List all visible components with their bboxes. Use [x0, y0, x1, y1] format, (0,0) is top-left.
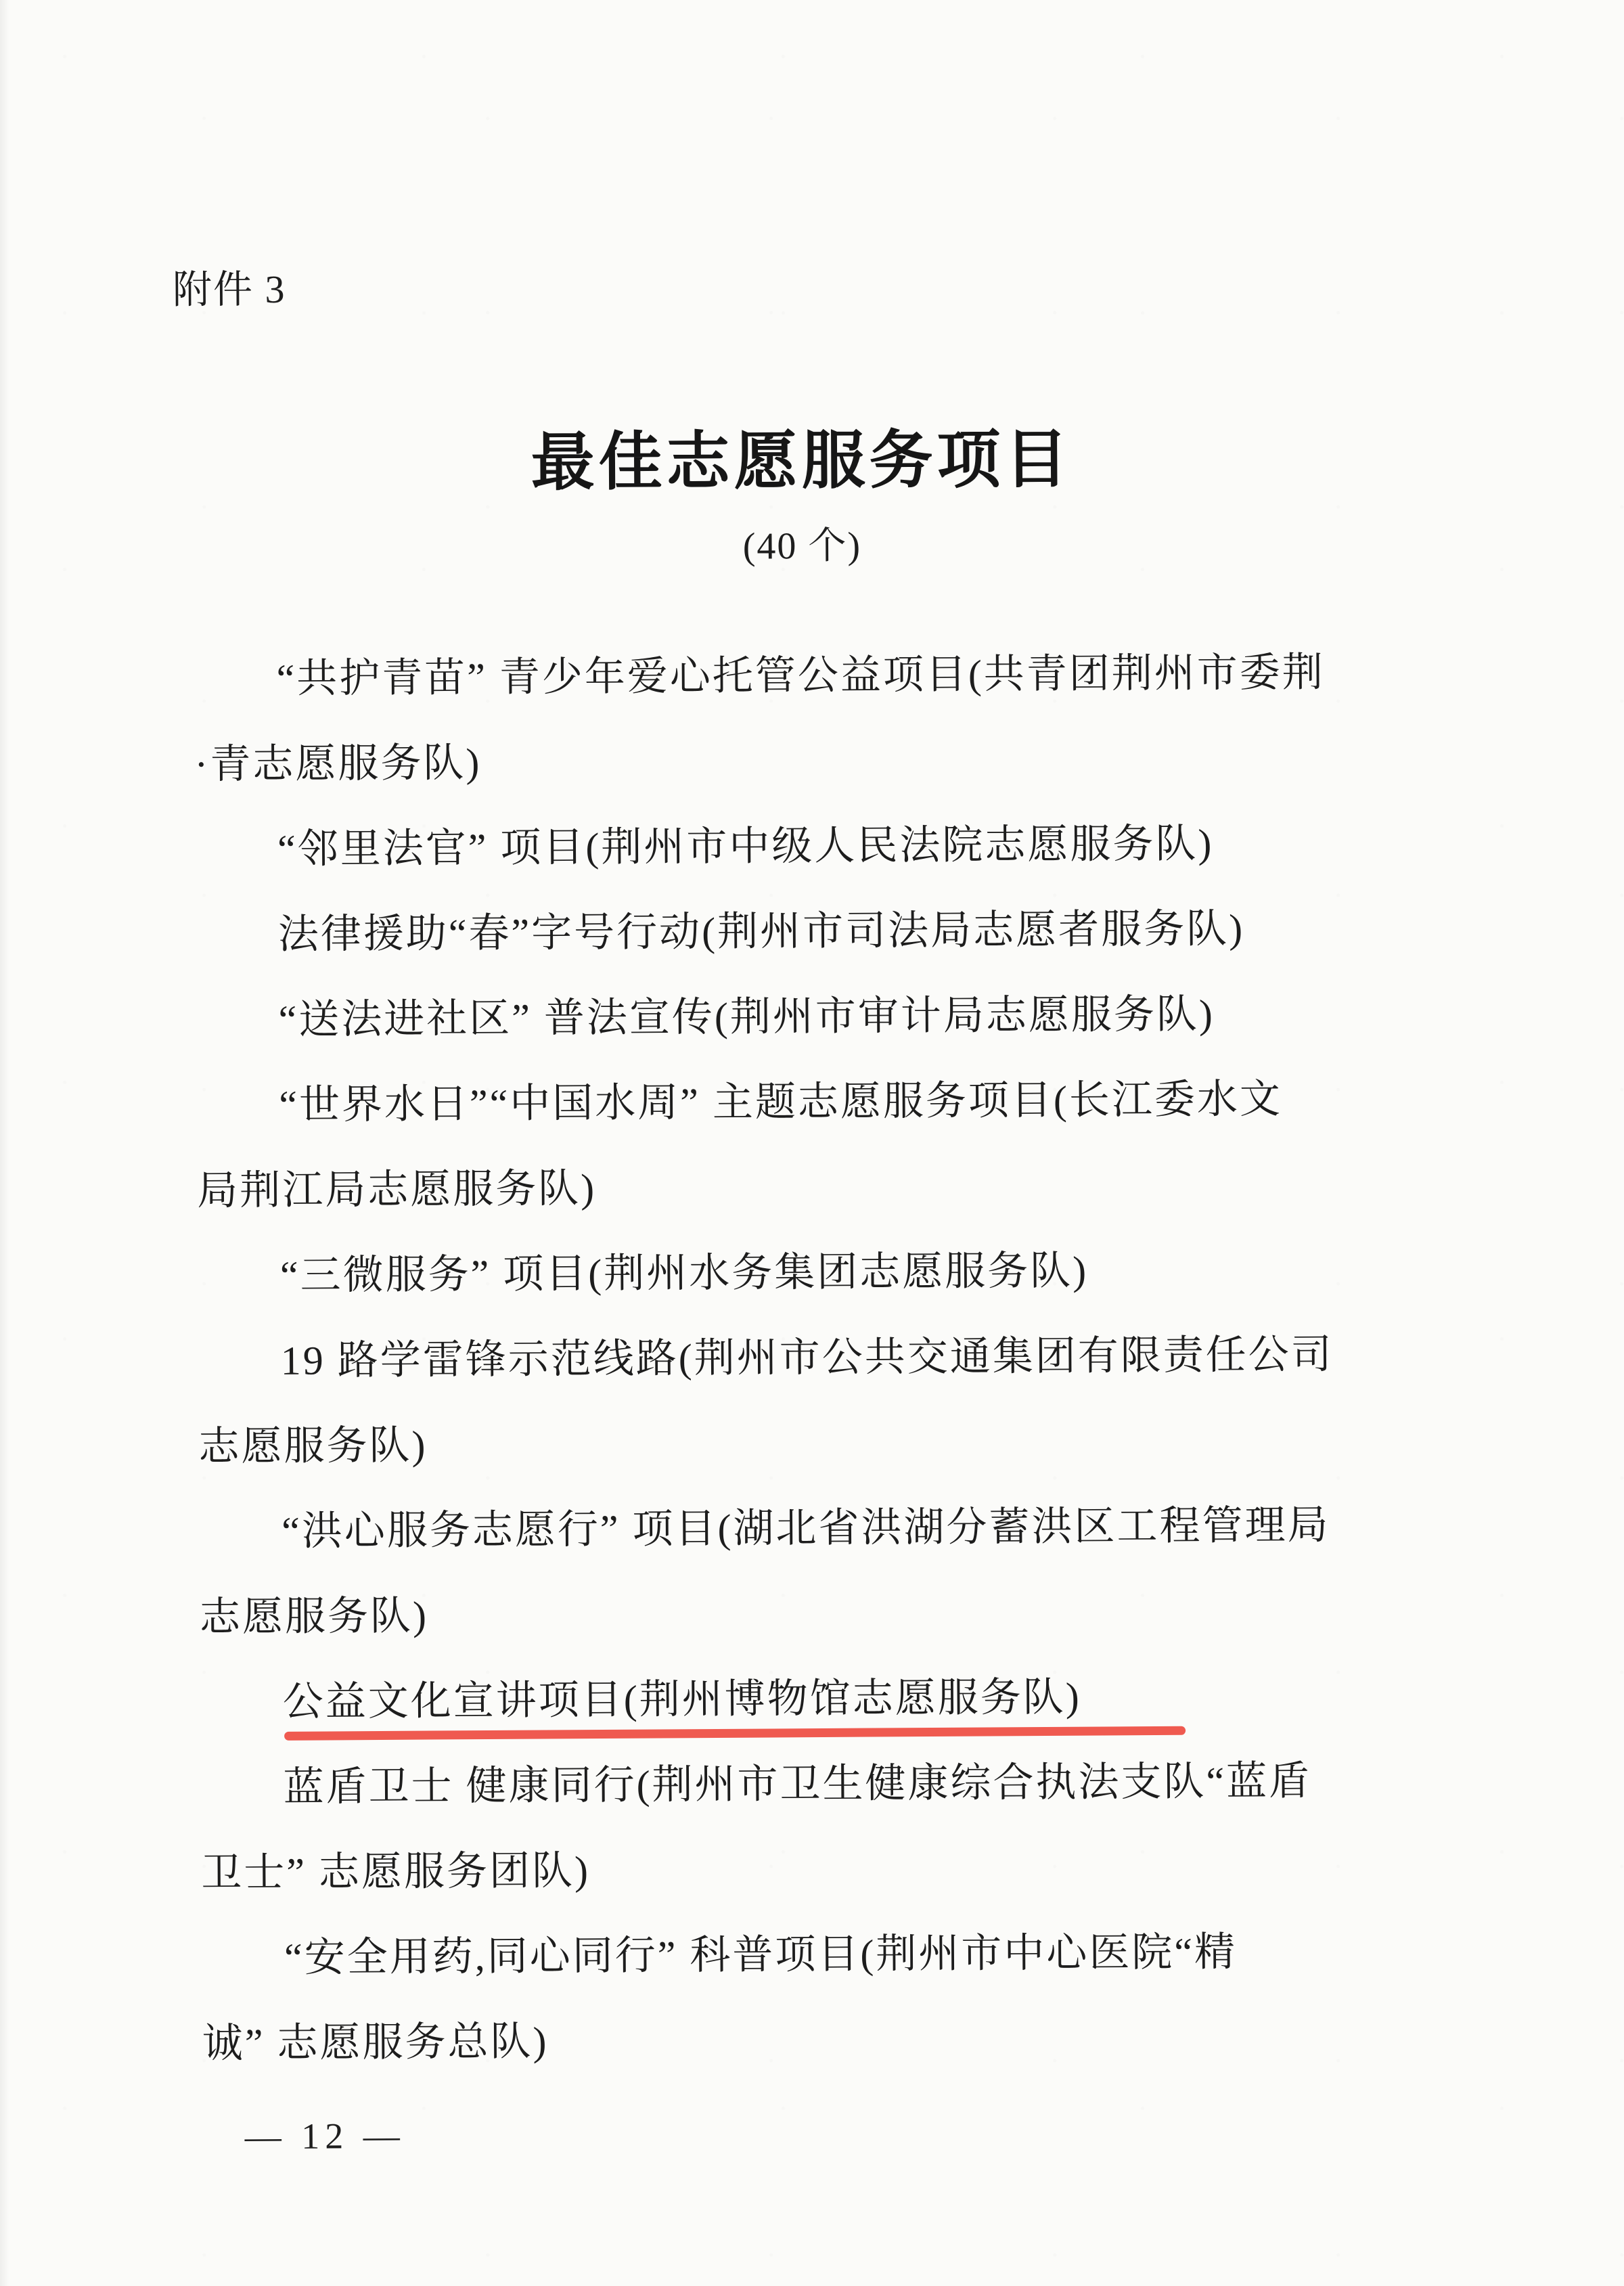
line-text: “邻里法官” 项目(荆州市中级人民法院志愿服务队) [277, 821, 1214, 872]
line-text: 志愿服务队) [199, 1593, 429, 1640]
line-text: 志愿服务队) [198, 1422, 428, 1469]
line-text: “世界水日”“中国水周” 主题志愿服务项目(长江委水文 [279, 1076, 1283, 1127]
line-text: “安全用药,同心同行” 科普项目(荆州市中心医院“精 [284, 1929, 1238, 1980]
line-text: 诚” 志愿服务总队) [202, 2019, 549, 2066]
line-text: “送法进社区” 普法宣传(荆州市审计局志愿服务队) [278, 991, 1215, 1042]
project-line [198, 1311, 1457, 1404]
line-text: 蓝盾卫士 健康同行(荆州市卫生健康综合执法支队“蓝盾 [283, 1758, 1312, 1810]
project-line [196, 884, 1455, 977]
project-line [199, 1481, 1458, 1574]
project-line [202, 1908, 1461, 2000]
project-line [198, 1226, 1457, 1318]
line-text: “洪心服务志愿行” 项目(湖北省洪湖分蓄洪区工程管理局 [281, 1502, 1330, 1554]
project-line [196, 970, 1455, 1062]
project-line [197, 1140, 1456, 1233]
page-number: — 12 — [244, 2115, 405, 2157]
line-text: 卫士” 志愿服务团队) [201, 1848, 591, 1896]
project-line [194, 714, 1453, 807]
project-line [200, 1567, 1459, 1659]
line-text: 公益文化宣讲项目(荆州博物馆志愿服务队) [282, 1674, 1081, 1724]
project-line [200, 1652, 1459, 1745]
red-underline [284, 1726, 1186, 1741]
project-line [194, 629, 1453, 721]
attachment-label: 附件 3 [172, 267, 286, 312]
project-line [198, 1396, 1458, 1489]
project-line [202, 1993, 1462, 2086]
document-subtitle: (40 个) [742, 524, 862, 568]
line-text: 法律援助“春”字号行动(荆州市司法局志愿者服务队) [277, 906, 1245, 957]
project-line [200, 1737, 1460, 1830]
project-list [194, 629, 1461, 2086]
line-text: “三微服务” 项目(荆州水务集团志愿服务队) [279, 1248, 1089, 1298]
document-title: 最佳志愿服务项目 [531, 424, 1073, 499]
line-text: “共护青苗” 青少年爱心托管公益项目(共青团荆州市委荆 [276, 650, 1326, 701]
project-line [201, 1822, 1460, 1915]
line-text: ·青志愿服务队) [194, 740, 482, 787]
project-line [195, 799, 1454, 892]
line-text: 19 路学雷锋示范线路(荆州市公共交通集团有限责任公司 [280, 1332, 1334, 1383]
line-text: 局荆江局志愿服务队) [196, 1166, 597, 1213]
project-line [196, 1055, 1456, 1148]
